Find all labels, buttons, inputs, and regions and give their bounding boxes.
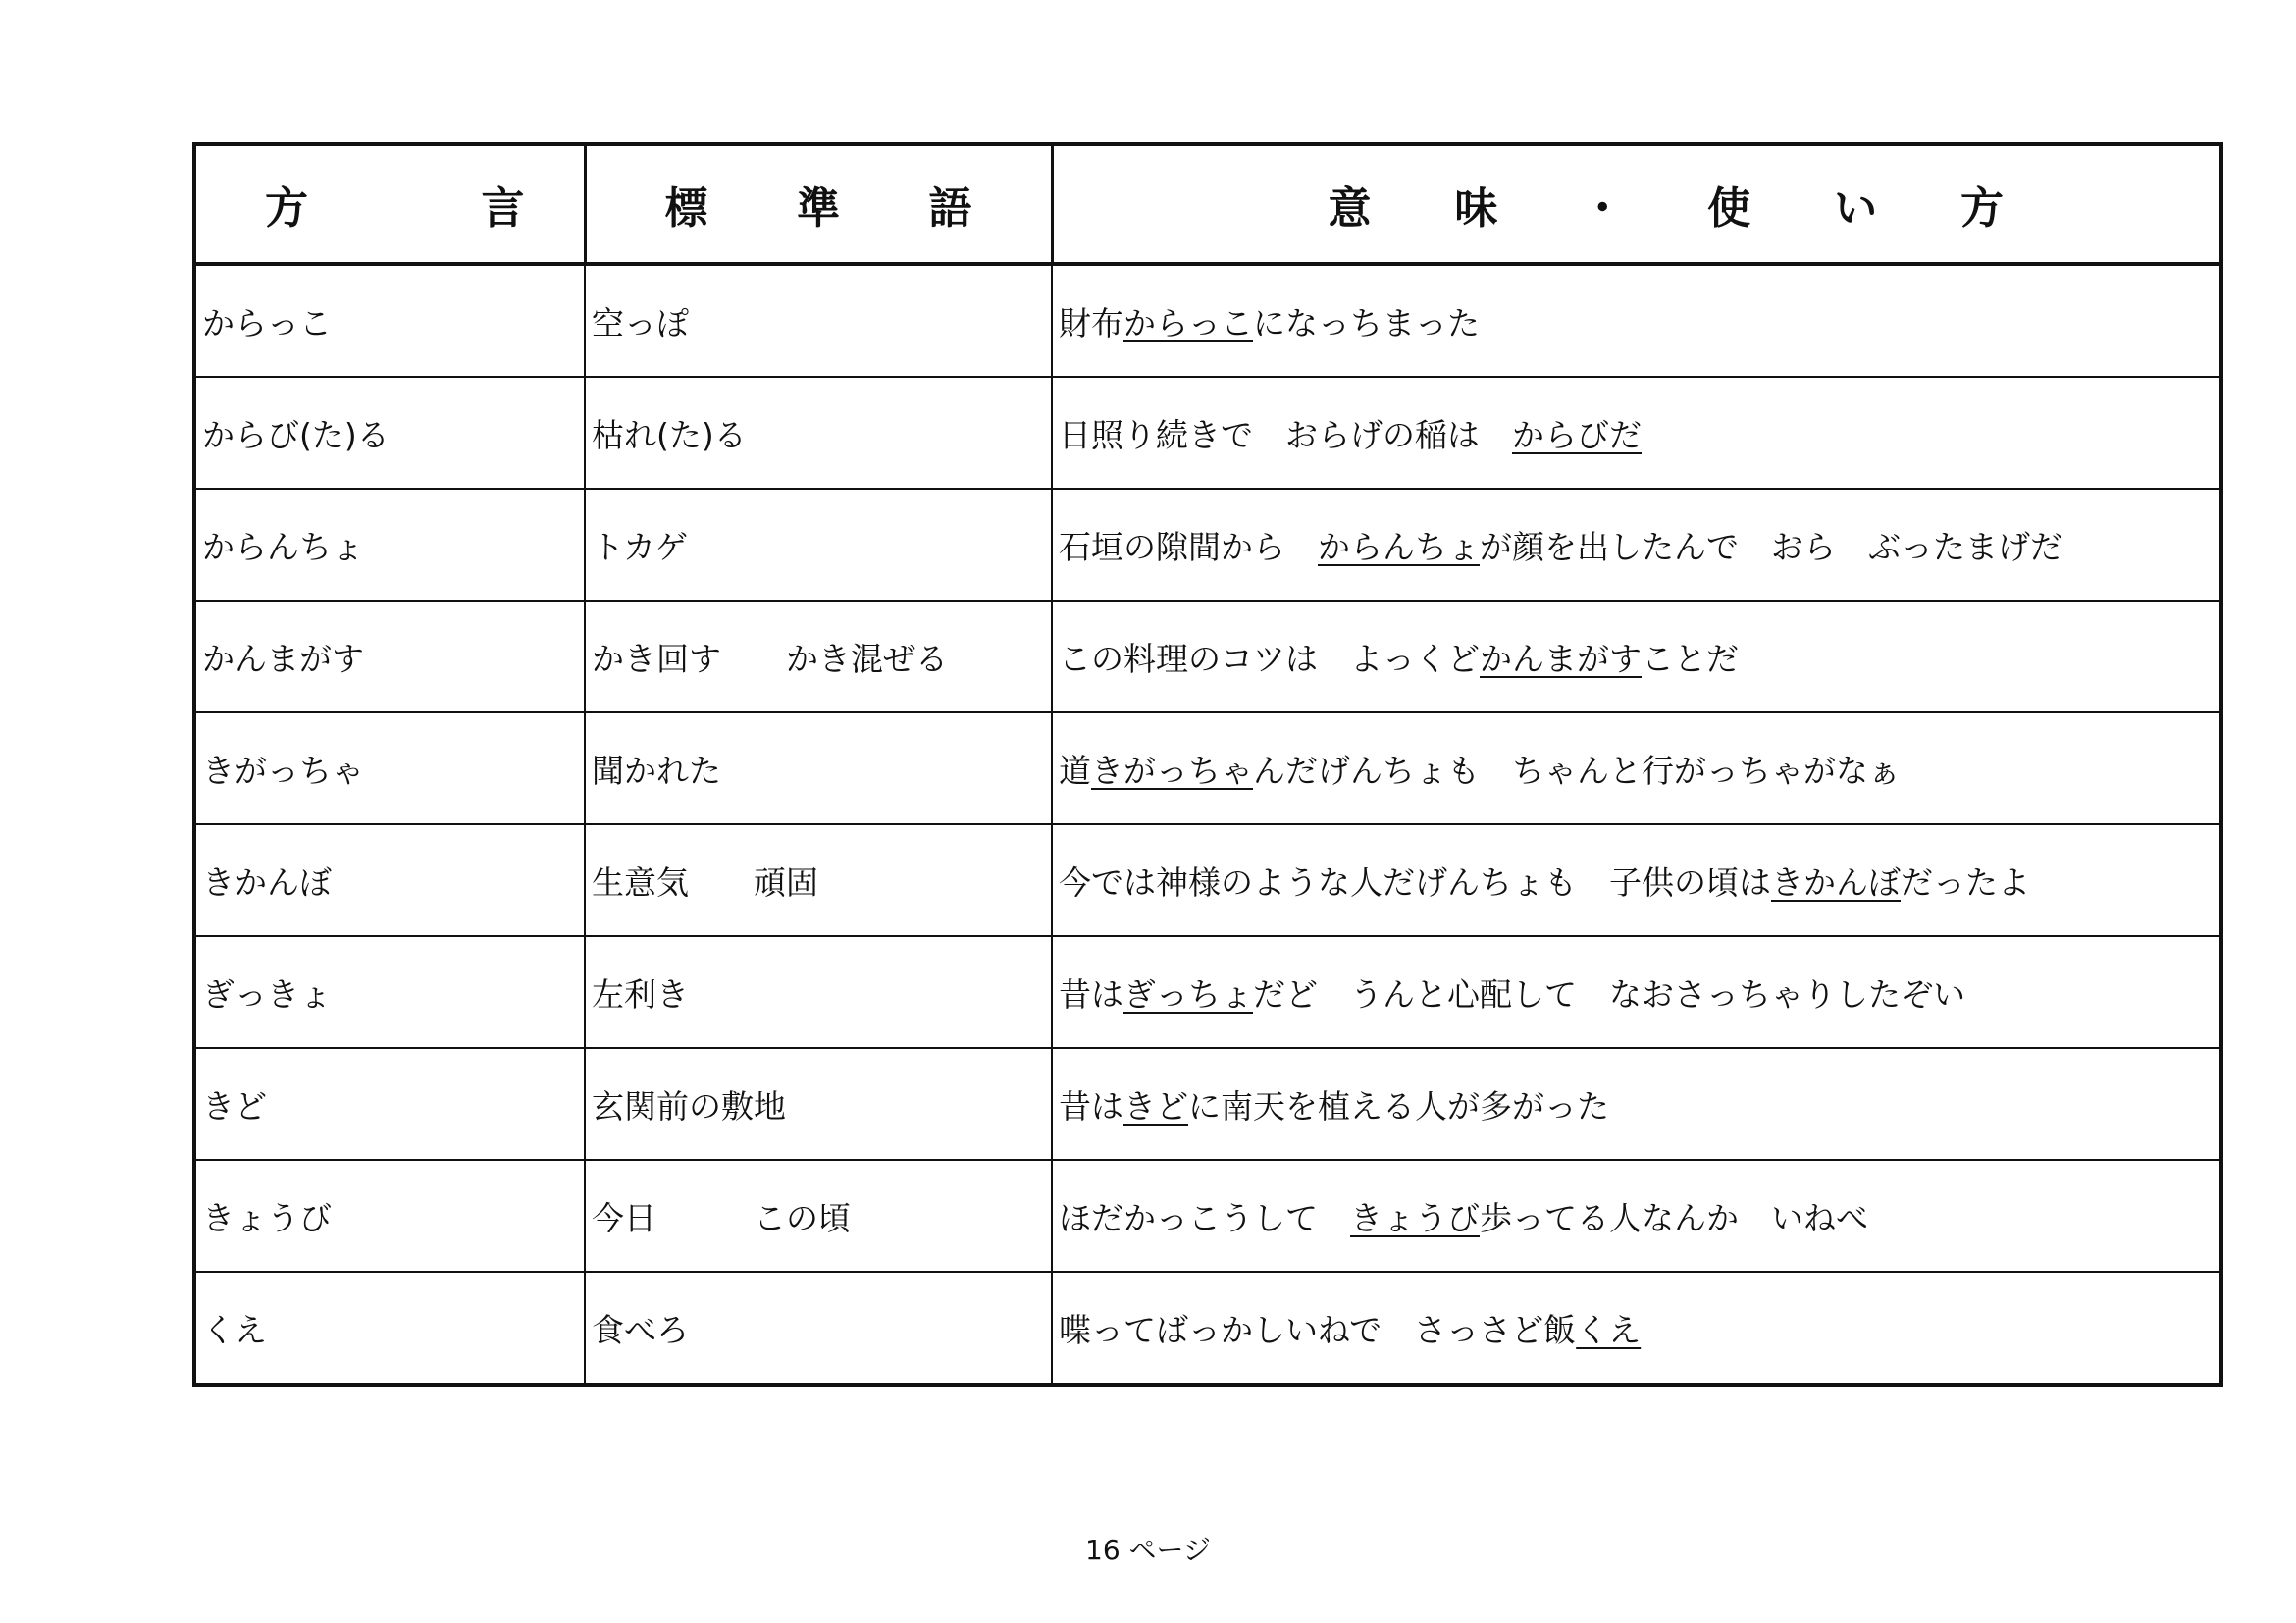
table-body <box>194 264 2221 1385</box>
usage-text: ほだかっこうして <box>1059 1198 1350 1237</box>
header-char: い <box>1834 183 1878 234</box>
usage-text: 昔は <box>1059 1086 1123 1126</box>
dialect-word-cell: きがっちゃ <box>194 712 585 824</box>
dialect-highlight: きかんぼ <box>1771 863 1901 902</box>
header-char: 方 <box>1959 183 2004 234</box>
table-row <box>194 601 2221 712</box>
standard-word-cell: 玄関前の敷地 <box>585 1048 1052 1160</box>
usage-text: この料理のコツは よっくど <box>1059 639 1480 678</box>
standard-word-cell: 生意気 頑固 <box>585 824 1052 936</box>
usage-example-cell <box>1052 1272 2221 1385</box>
usage-example-cell <box>1052 1160 2221 1272</box>
standard-word-cell: トカゲ <box>585 489 1052 601</box>
table-row <box>194 264 2221 377</box>
usage-text: 歩ってる人なんか いねべ <box>1480 1198 1868 1237</box>
usage-example-cell <box>1052 489 2221 601</box>
header-char: 使 <box>1707 183 1751 234</box>
usage-text: 道 <box>1059 751 1091 790</box>
dialect-glossary-table <box>192 142 2223 1387</box>
dialect-highlight: からっこ <box>1123 303 1253 342</box>
header-dialect <box>194 144 585 264</box>
dialect-highlight: かんまがす <box>1480 639 1642 678</box>
header-char: 言 <box>481 183 525 234</box>
dialect-word-cell: からっこ <box>194 264 585 377</box>
usage-text: 石垣の隙間から <box>1059 527 1318 566</box>
dialect-word-cell: くえ <box>194 1272 585 1385</box>
header-char: 意 <box>1328 183 1372 234</box>
header-char: 味 <box>1454 183 1498 234</box>
standard-word-cell: 今日 この頃 <box>585 1160 1052 1272</box>
dialect-word-cell: からび(た)る <box>194 377 585 489</box>
dialect-highlight: からんちょ <box>1318 527 1480 566</box>
header-standard-word <box>585 144 1052 264</box>
usage-example-cell <box>1052 936 2221 1048</box>
header-char: ・ <box>1581 183 1625 234</box>
header-meaning-usage <box>1052 144 2221 264</box>
dialect-word-cell: かんまがす <box>194 601 585 712</box>
usage-text: 今では神様のような人だげんちょも 子供の頃は <box>1059 863 1771 902</box>
page-number: 16 ページ <box>1085 1534 1211 1566</box>
header-char: 語 <box>928 183 972 234</box>
standard-word-cell: 左利き <box>585 936 1052 1048</box>
usage-example-cell <box>1052 712 2221 824</box>
usage-example-cell <box>1052 1048 2221 1160</box>
table-row <box>194 824 2221 936</box>
usage-text: に南天を植える人が多がった <box>1188 1086 1609 1126</box>
dialect-highlight: ぎっちょ <box>1123 974 1253 1014</box>
dialect-word-cell: きょうび <box>194 1160 585 1272</box>
dialect-word-cell: ぎっきょ <box>194 936 585 1048</box>
header-char: 方 <box>265 183 308 234</box>
usage-text: だったよ <box>1901 863 2030 902</box>
table-row <box>194 712 2221 824</box>
table-row <box>194 1272 2221 1385</box>
standard-word-cell: 聞かれた <box>585 712 1052 824</box>
usage-text: 財布 <box>1059 303 1123 342</box>
table-row <box>194 1160 2221 1272</box>
table-header-row <box>194 144 2221 264</box>
header-char: 標 <box>664 183 708 234</box>
table-row <box>194 489 2221 601</box>
usage-text: になっちまった <box>1253 303 1480 342</box>
dialect-highlight: きど <box>1123 1086 1188 1126</box>
dialect-word-cell: きど <box>194 1048 585 1160</box>
usage-example-cell <box>1052 824 2221 936</box>
usage-example-cell <box>1052 601 2221 712</box>
usage-example-cell <box>1052 377 2221 489</box>
table-row <box>194 377 2221 489</box>
usage-text: 喋ってばっかしいねで さっさど飯 <box>1059 1310 1577 1349</box>
header-char: 準 <box>797 183 840 234</box>
standard-word-cell: かき回す かき混ぜる <box>585 601 1052 712</box>
table-row <box>194 1048 2221 1160</box>
table-row <box>194 936 2221 1048</box>
usage-text: んだげんちょも ちゃんと行がっちゃがなぁ <box>1253 751 1901 790</box>
usage-text: ことだ <box>1642 639 1739 678</box>
dialect-highlight: きょうび <box>1350 1198 1480 1237</box>
usage-text: が顔を出したんで おら ぶったまげだ <box>1480 527 2062 566</box>
usage-text: 日照り続きで おらげの稲は <box>1059 415 1512 454</box>
usage-text: 昔は <box>1059 974 1123 1014</box>
dialect-highlight: くえ <box>1576 1310 1642 1349</box>
standard-word-cell: 空っぽ <box>585 264 1052 377</box>
standard-word-cell: 食べろ <box>585 1272 1052 1385</box>
dialect-highlight: からびだ <box>1512 415 1642 454</box>
dialect-word-cell: きかんぼ <box>194 824 585 936</box>
dialect-highlight: きがっちゃ <box>1091 751 1253 790</box>
standard-word-cell: 枯れ(た)る <box>585 377 1052 489</box>
usage-example-cell <box>1052 264 2221 377</box>
usage-text: だど うんと心配して なおさっちゃりしたぞい <box>1253 974 1965 1014</box>
dialect-word-cell: からんちょ <box>194 489 585 601</box>
